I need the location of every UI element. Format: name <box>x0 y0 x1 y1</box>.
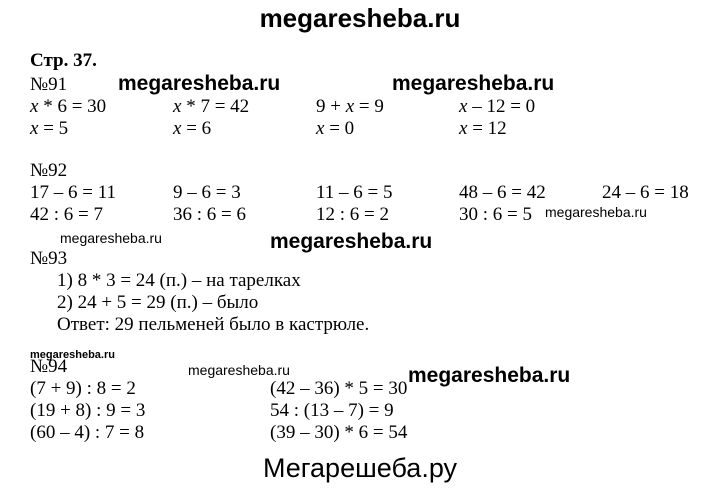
watermark: megaresheba.ru <box>545 204 647 220</box>
equation-91-1 <box>30 96 106 118</box>
solution-text: = 0 <box>324 118 355 139</box>
expression-94-right-1: (42 – 36) * 5 = 30 <box>270 378 408 399</box>
solution-91-4 <box>459 118 507 140</box>
solution-91-3 <box>316 118 354 140</box>
watermark: megaresheba.ru <box>392 72 555 95</box>
variable-x: x <box>459 96 468 117</box>
task-93-answer: Ответ: 29 пельменей было в кастрюле. <box>57 314 370 335</box>
watermark: megaresheba.ru <box>188 362 290 378</box>
watermark: megaresheba.ru <box>60 230 162 246</box>
variable-x: x <box>459 118 468 139</box>
expression-92-row2-3: 12 : 6 = 2 <box>316 204 389 225</box>
page-label: Стр. 37. <box>30 50 97 71</box>
equation-text: * 7 = 42 <box>181 96 250 117</box>
solution-91-2 <box>173 118 211 140</box>
variable-x: x <box>173 118 182 139</box>
expression-92-row2-4: 30 : 6 = 5 <box>459 204 532 225</box>
equation-91-2 <box>173 96 249 118</box>
expression-94-left-3: (60 – 4) : 7 = 8 <box>30 422 145 443</box>
task-93-step-2: 2) 24 + 5 = 29 (п.) – было <box>57 292 259 313</box>
expression-92-row1-1: 17 – 6 = 11 <box>30 182 117 203</box>
equation-91-4 <box>459 96 535 118</box>
header-watermark: megaresheba.ru <box>259 3 461 33</box>
variable-x: x <box>30 96 39 117</box>
solution-91-1 <box>30 118 68 140</box>
expression-94-right-3: (39 – 30) * 6 = 54 <box>270 422 408 443</box>
task-94-number: №94 <box>30 356 68 377</box>
footer-watermark: Мегарешеба.ру <box>262 453 458 483</box>
expression-92-row1-5: 24 – 6 = 18 <box>602 182 689 203</box>
expression-92-row1-2: 9 – 6 = 3 <box>173 182 241 203</box>
task-91-number: №91 <box>30 74 68 95</box>
expression-92-row2-2: 36 : 6 = 6 <box>173 204 246 225</box>
equation-91-3 <box>316 96 384 118</box>
expression-92-row1-3: 11 – 6 = 5 <box>316 182 393 203</box>
task-92-number: №92 <box>30 160 68 181</box>
equation-text: – 12 = 0 <box>467 96 536 117</box>
variable-x: x <box>316 118 325 139</box>
expression-92-row2-1: 42 : 6 = 7 <box>30 204 103 225</box>
solution-text: = 12 <box>467 118 507 139</box>
task-93-number: №93 <box>30 248 68 269</box>
expression-92-row1-4: 48 – 6 = 42 <box>459 182 546 203</box>
equation-text: = 9 <box>354 96 384 117</box>
expression-94-right-2: 54 : (13 – 7) = 9 <box>270 400 394 421</box>
variable-x: x <box>173 96 182 117</box>
task-93-step-1: 1) 8 * 3 = 24 (п.) – на тарелках <box>57 270 301 291</box>
watermark: megaresheba.ru <box>118 72 281 95</box>
expression-94-left-1: (7 + 9) : 8 = 2 <box>30 378 136 399</box>
solution-text: = 6 <box>181 118 212 139</box>
watermark: megaresheba.ru <box>408 364 571 387</box>
expression-94-left-2: (19 + 8) : 9 = 3 <box>30 400 146 421</box>
variable-x: x <box>30 118 39 139</box>
solution-text: = 5 <box>38 118 69 139</box>
watermark: megaresheba.ru <box>30 349 115 361</box>
equation-text: * 6 = 30 <box>38 96 107 117</box>
variable-x: x <box>345 96 355 117</box>
watermark: megaresheba.ru <box>270 230 433 253</box>
equation-text: 9 + <box>316 96 346 117</box>
